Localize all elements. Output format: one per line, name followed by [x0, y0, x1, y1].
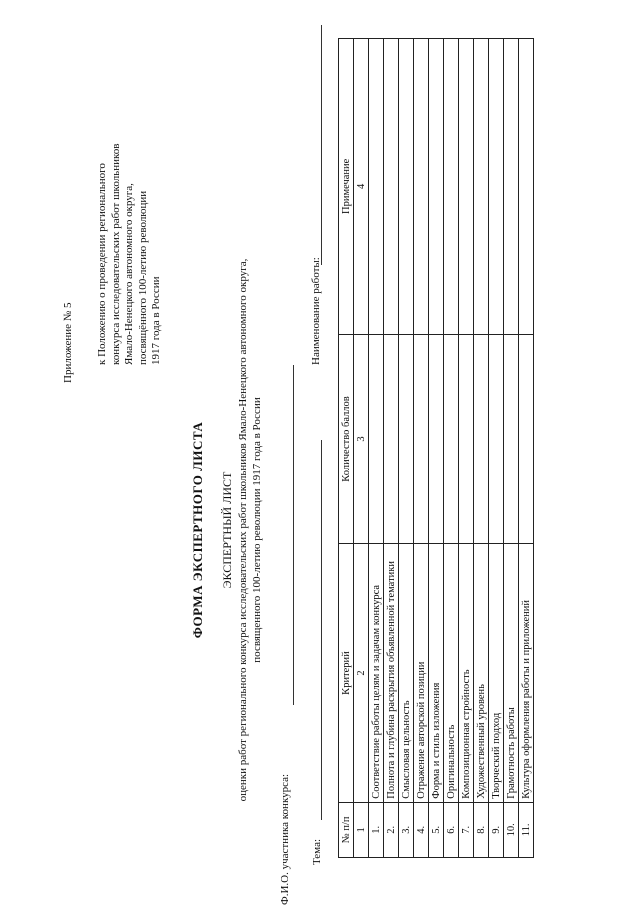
table-row	[369, 39, 384, 858]
table-row	[429, 39, 444, 858]
score-cell[interactable]	[459, 334, 474, 544]
criterion-cell: Соответствие работы целям и задачам конкурса	[369, 544, 384, 802]
index-cell: 3	[354, 334, 369, 544]
sheet-subtitle	[237, 165, 264, 895]
score-cell[interactable]	[519, 334, 534, 544]
score-cell[interactable]	[444, 334, 459, 544]
row-number: 7.	[459, 802, 474, 857]
score-cell[interactable]	[504, 334, 519, 544]
annex-line: 1917 года в России	[150, 276, 162, 365]
annex-line: Ямало-Ненецкого автономного округа,	[123, 183, 135, 365]
score-cell[interactable]	[474, 334, 489, 544]
index-row	[354, 39, 369, 858]
annex-title: Приложение № 5	[62, 302, 74, 383]
criterion-cell: Смысловая цельность	[399, 544, 414, 802]
header-note: Примечание	[339, 39, 354, 335]
row-number: 11.	[519, 802, 534, 857]
participant-input-line[interactable]	[293, 365, 294, 705]
header-score: Количество баллов	[339, 334, 354, 544]
table-row	[414, 39, 429, 858]
row-number: 1.	[369, 802, 384, 857]
score-cell[interactable]	[399, 334, 414, 544]
annex-description	[96, 5, 164, 365]
theme-label: Тема:	[311, 838, 323, 865]
work-name-label: Наименование работы:	[310, 257, 322, 365]
table-row	[474, 39, 489, 858]
annex-line: к Положению о проведении регионального	[96, 163, 108, 365]
table-row	[444, 39, 459, 858]
score-cell[interactable]	[429, 334, 444, 544]
row-number: 6.	[444, 802, 459, 857]
header-criterion: Критерий	[339, 544, 354, 802]
score-cell[interactable]	[384, 334, 399, 544]
table-row	[399, 39, 414, 858]
annex-line: конкурса исследовательских работ школьников	[109, 143, 122, 365]
criterion-cell: Творческий подход	[489, 544, 504, 802]
criteria-table	[338, 38, 534, 858]
score-cell[interactable]	[489, 334, 504, 544]
sheet-subtitle-line: посвященного 100-летию революции 1917 года в России	[250, 397, 263, 663]
criterion-cell: Отражение авторской позиции	[414, 544, 429, 802]
note-cell[interactable]	[414, 39, 429, 335]
row-number: 2.	[384, 802, 399, 857]
criterion-cell: Грамотность работы	[504, 544, 519, 802]
note-cell[interactable]	[444, 39, 459, 335]
table-header-row	[339, 39, 354, 858]
note-cell[interactable]	[474, 39, 489, 335]
note-cell[interactable]	[504, 39, 519, 335]
criterion-cell: Композиционная стройность	[459, 544, 474, 802]
row-number: 10.	[504, 802, 519, 857]
sheet-title: ЭКСПЕРТНЫЙ ЛИСТ	[220, 471, 234, 589]
index-cell: 2	[354, 544, 369, 802]
index-cell: 1	[354, 802, 369, 857]
note-cell[interactable]	[459, 39, 474, 335]
criterion-cell: Полнота и глубина раскрытия объявленной тематики	[384, 544, 399, 802]
row-number: 3.	[399, 802, 414, 857]
row-number: 8.	[474, 802, 489, 857]
note-cell[interactable]	[429, 39, 444, 335]
sheet-subtitle-line: оценки работ регионального конкурса исследовательских работ школьников Ямало-Ненецкого автономного округа,	[237, 258, 249, 802]
score-cell[interactable]	[414, 334, 429, 544]
row-number: 5.	[429, 802, 444, 857]
note-cell[interactable]	[489, 39, 504, 335]
row-number: 4.	[414, 802, 429, 857]
note-cell[interactable]	[369, 39, 384, 335]
row-number: 9.	[489, 802, 504, 857]
work-name-input-line[interactable]	[321, 25, 322, 265]
criterion-cell: Художественный уровень	[474, 544, 489, 802]
note-cell[interactable]	[384, 39, 399, 335]
table-row	[459, 39, 474, 858]
note-cell[interactable]	[519, 39, 534, 335]
table-row	[489, 39, 504, 858]
criterion-cell: Оригинальность	[444, 544, 459, 802]
table-row	[504, 39, 519, 858]
theme-input-line[interactable]	[321, 440, 322, 820]
table-row	[519, 39, 534, 858]
participant-label: Ф.И.О. участника конкурса:	[279, 773, 291, 905]
criterion-cell: Культура оформления работы и приложений	[519, 544, 534, 802]
index-cell: 4	[354, 39, 369, 335]
form-title: ФОРМА ЭКСПЕРТНОГО ЛИСТА	[190, 421, 205, 639]
note-cell[interactable]	[399, 39, 414, 335]
header-num: № п/п	[339, 802, 354, 857]
annex-line: посвящённого 100-летию революции	[136, 190, 149, 365]
table-row	[384, 39, 399, 858]
criterion-cell: Форма и стиль изложения	[429, 544, 444, 802]
score-cell[interactable]	[369, 334, 384, 544]
